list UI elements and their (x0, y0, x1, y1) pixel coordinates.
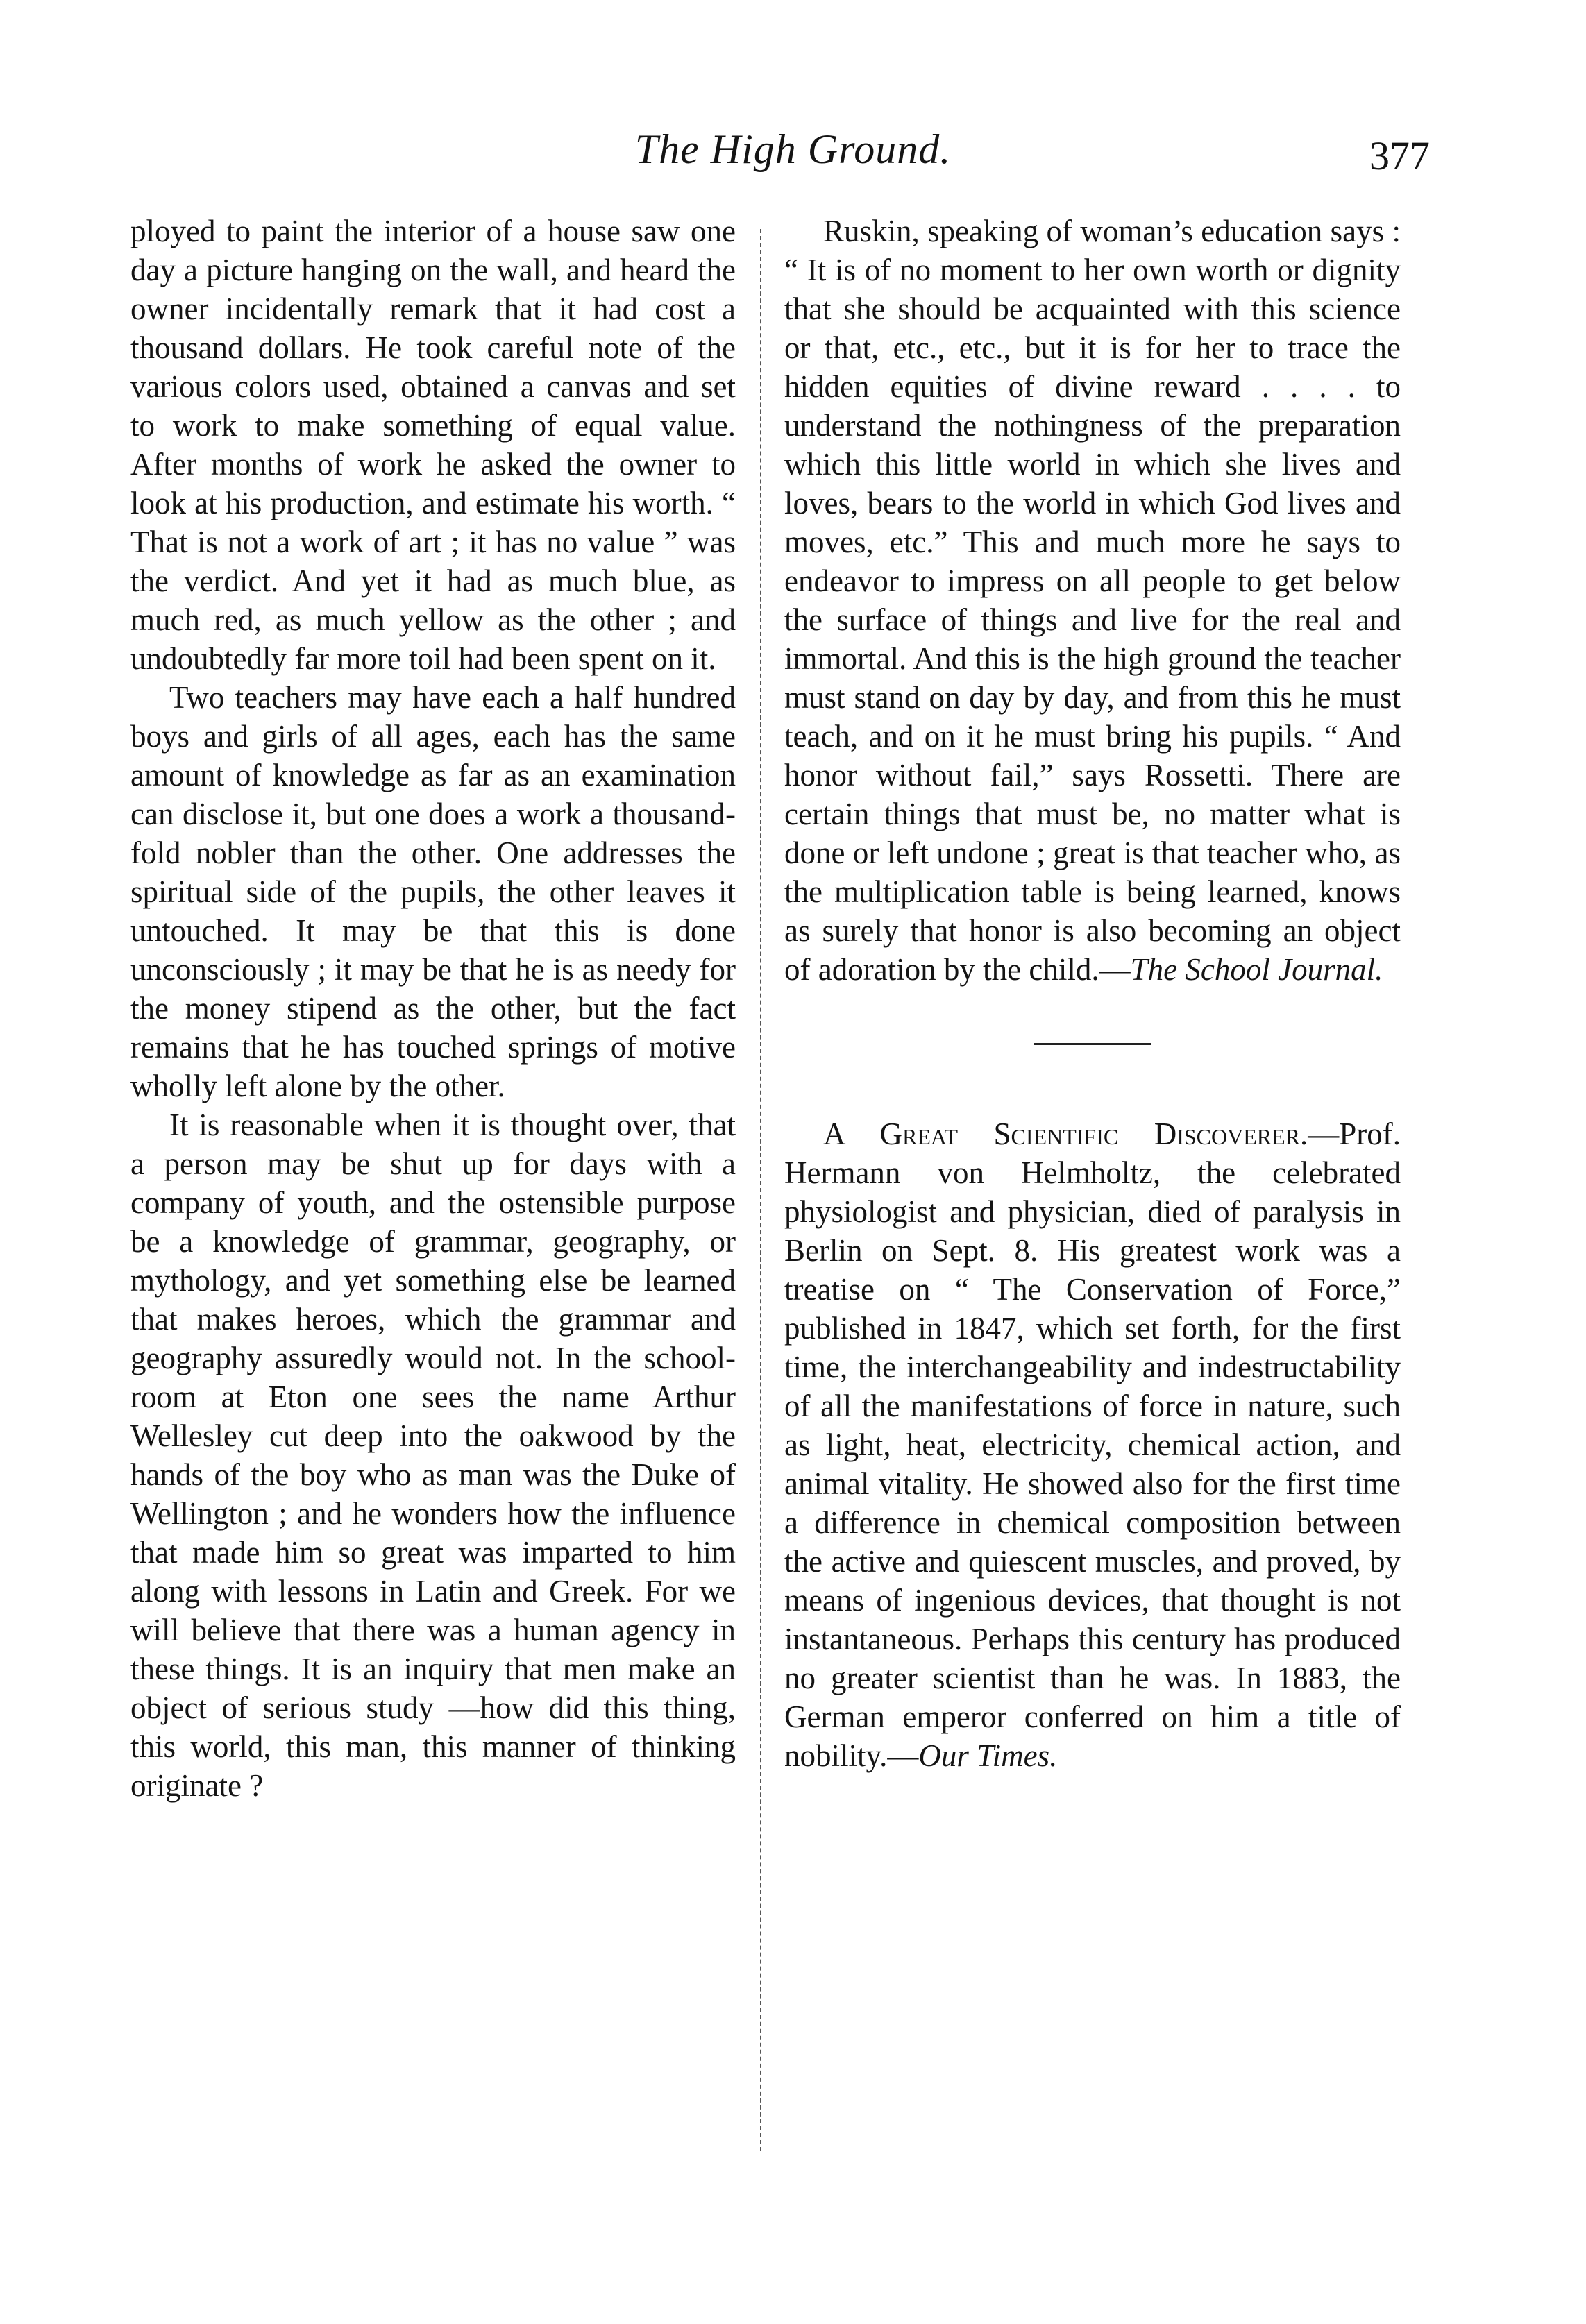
ruskin-paragraph-text: Ruskin, speaking of woman’s education says : “ It is of no moment to her own worth or dignity that she should be acquainted with this science or that, etc., etc., but it is for her to trace the hidden equities of divine reward . . . . to understand the nothingness of the preparation which this little world in which she lives and loves, bears to the world in which God lives and moves, etc.” This and much more he says to endeavor to impress on all people to get below the surface of things and live for the real and immortal. And this is the high ground the teacher must stand on day by day, and from this he must teach, and on it he must bring his pupils. “ And honor without fail,” says Rossetti. There are certain things that must be, no matter what is done or left undone ; great is that teacher who, as the multiplication table is being learned, knows as surely that honor is also becoming an object of adoration by the child.— (784, 214, 1401, 987)
ruskin-paragraph (784, 212, 1401, 989)
left-paragraph-3: It is reasonable when it is thought over, that a person may be shut up for days with a company of youth, and the ostensible purpose be a knowledge of grammar, geography, or mythology, and yet something else be learned that makes heroes, which the grammar and geography assuredly would not. In the school-room at Eton one sees the name Arthur Wellesley cut deep into the oakwood by the hands of the boy who as man was the Duke of Wellington ; and he wonders how the influence that made him so great was imparted to him along with lessons in Latin and Greek. For we will believe that there was a human agency in these things. It is an inquiry that men make an object of serious study —how did this thing, this world, this man, this manner of thinking originate ? (130, 1108, 736, 1803)
right-column (784, 212, 1401, 1775)
ruskin-paragraph-source: The School Journal. (1130, 952, 1383, 987)
left-column (130, 212, 736, 1805)
section-separator (1034, 1043, 1151, 1045)
left-paragraph-1: ployed to paint the interior of a house saw one day a picture hanging on the wall, and heard the owner incidentally remark that it had cost a thousand dollars. He took careful note of the various colors used, obtained a canvas and set to work to make something of equal value. After months of work he asked the owner to look at his production, and estimate his worth. “ That is not a work of art ; it has no value ” was the verdict. And yet it had as much blue, as much red, as much yellow as the other ; and undoubtedly far more toil had been spent on it. (130, 214, 736, 676)
helmholtz-paragraph-source: Our Times. (918, 1738, 1058, 1773)
helmholtz-paragraph (784, 1114, 1401, 1775)
left-paragraph-2: Two teachers may have each a half hundred boys and girls of all ages, each has the same amount of knowledge as far as an examination can disclose it, but one does a work a thousand-fold nobler than the other. One addresses the spiritual side of the pupils, the other leaves it untouched. It may be that this is done unconsciously ; it may be that he is as needy for the money stipend as the other, but the fact remains that he has touched springs of motive wholly left alone by the other. (130, 680, 736, 1103)
helmholtz-paragraph-text: —Prof. Hermann von Helmholtz, the celebrated physiologist and physician, died of paralysis in Berlin on Sept. 8. His greatest work was a treatise on “ The Conservation of Force,” published in 1847, which set forth, for the first time, the interchangeability and indestructability of all the manifestations of force in nature, such as light, heat, electricity, chemical action, and animal vitality. He showed also for the first time a difference in chemical composition between the active and quiescent muscles, and proved, by means of ingenious devices, that thought is not instantaneous. Perhaps this century has produced no greater scientist than he was. In 1883, the German emperor conferred on him a title of nobility.— (784, 1117, 1401, 1773)
helmholtz-heading: A Great Scientific Discoverer. (823, 1117, 1308, 1151)
running-title: The High Ground. (634, 126, 952, 172)
page-number: 377 (1369, 133, 1430, 178)
column-divider (760, 229, 761, 2151)
